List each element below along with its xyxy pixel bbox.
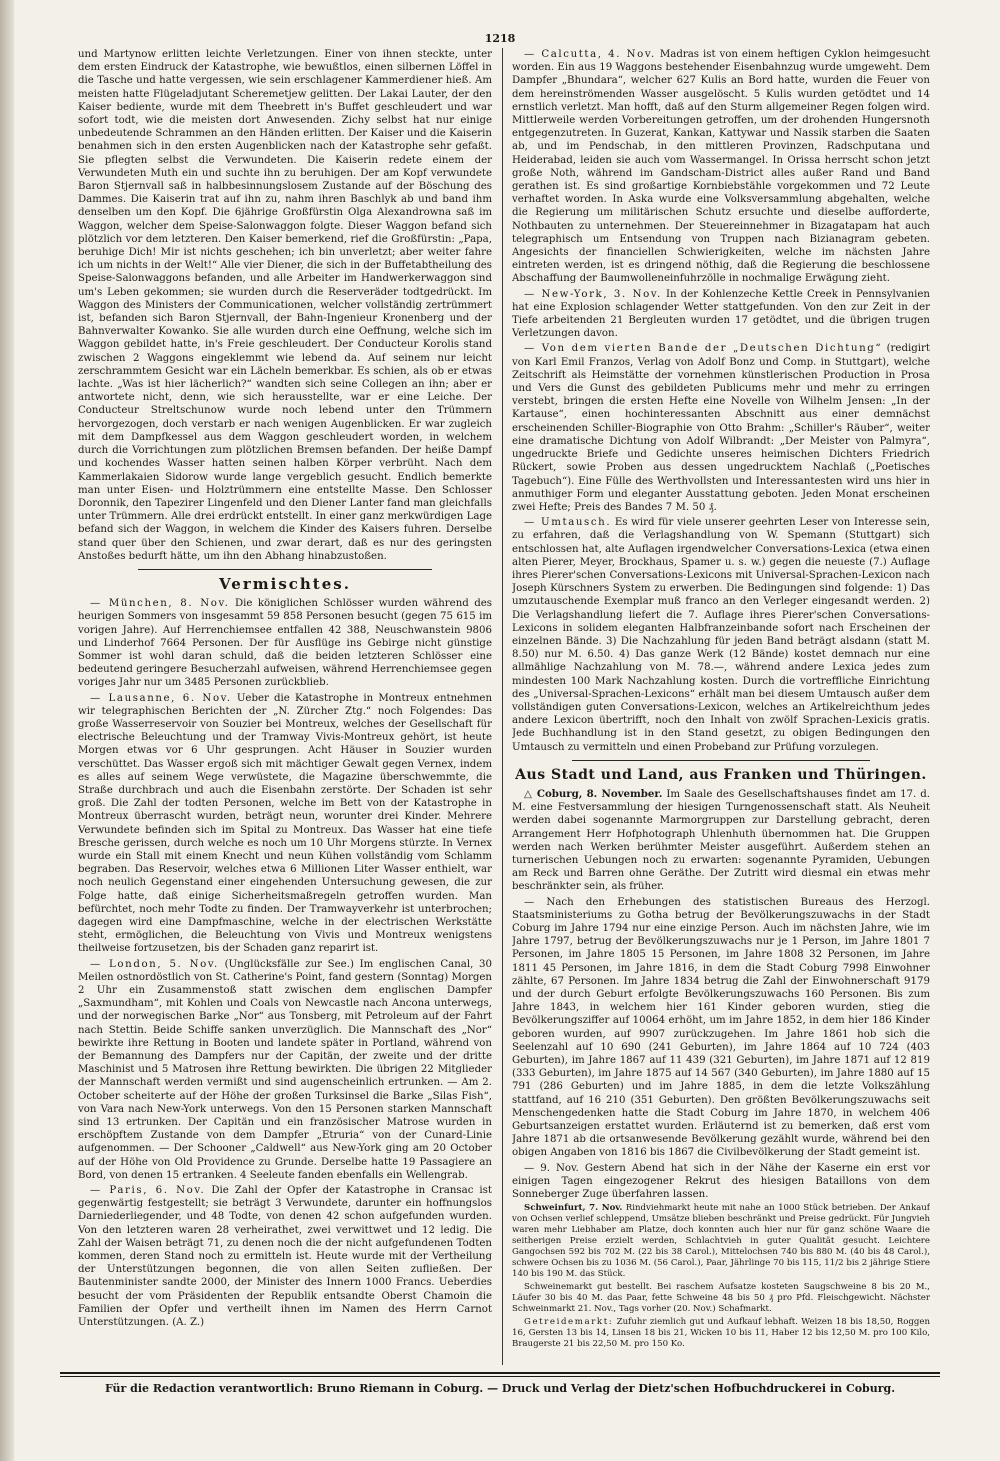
market-report: [512, 1203, 930, 1350]
news-dateline: — Calcutta, 4. Nov.: [524, 49, 656, 60]
column-divider: [502, 48, 503, 1365]
news-item: [512, 288, 930, 341]
news-item: [78, 692, 492, 956]
section-title-local-news: Aus Stadt und Land, aus Franken und Thüringen.: [515, 766, 927, 783]
news-text: Es wird für viele unserer geehrten Leser von Interesse sein, zu erfahren, daß die Verlagshandlung von W. Spemann (Stuttgart) sich entschlossen hat, alte Auflagen irgendwelcher Conversations-Lexica (etwa einen alten Pierer, Meyer, Brockhaus, Spamer u. s. w.) gegen die neueste (7.) Auflage ihres Pierer'schen Conversations-Lexicons mit Universal-Sprachen-Lexicon nach Joseph Kürschners System zu erwerben. Die Bedingungen sind folgende: 1) Das umzutauschende Exemplar muß franco an den Verleger eingesandt werden. 2) Die Verlagshandlung liefert die 7. Auflage ihres Pierer'schen Conversations-Lexicons in solidem eleganten Halbfranzeinbande sofort nach Erscheinen der einzelnen Bände. 3) Die Nachzahlung für jeden Band beträgt alsdann (statt M. 8.50) nur M. 6.50. 4) Das ganze Werk (12 Bände) kostet demnach nur eine allmählige Nachzahlung von M. 78.—, während andere Lexica jedes zum mindesten 100 Mark Nachzahlung kosten. Durch die vortreffliche Einrichtung des „Universal-Sprachen-Lexicons“ erhält man bei diesem Umtausch außer dem vollständigen guten Conversations-Lexicon, welches an Artikelreichthum jedes andere Lexicon übertrifft, noch den Inhalt von zwölf Sprachen-Lexicis gratis. Jede Buchhandlung ist in den Stand gesetzt, zu obigen Bedingungen den Umtausch zu vermitteln und einen Probeband zur Prüfung vorzulegen.: [512, 517, 930, 753]
section-separator: [572, 760, 870, 761]
section-separator: [138, 569, 432, 570]
news-text: Madras ist von einem heftigen Cyklon heimgesucht worden. Ein aus 19 Waggons bestehender Eisenbahnzug wurde umgeweht. Dem Dampfer „Bhundara“, welcher 627 Kulis an Bord hatte, wurden die Feuer von dem hereinströmenden Wasser ausgelöscht. 5 Kulis wurden getödtet und 14 ernstlich verletzt. Man hofft, daß auf den Sturm allgemeiner Regen folgen wird. Mittlerweile werden Vorbereitungen getroffen, um der drohenden Hungersnoth entgegenzutreten. In Guzerat, Kankan, Kattywar und Nassik starben die Saaten ab, und im Pendschab, in den mittleren Provinzen, Radschputana und Heiderabad, leiden sie auch vom Wassermangel. In Orissa herrscht schon jetzt große Noth, während im Gandscham-District alles außer Rand und Band gerathen ist. Es sind großartige Kornbiebstähle vorgekommen und 72 Leute verhaftet worden. In Aska wurde eine Volksversammlung abgehalten, welche die Regierung um militärischen Schutz ersuchte und dieselbe aufforderte, Nothbauten zu unternehmen. Der Steuereinnehmer in Bizagatapam hat auch telegraphisch um Entsendung von Truppen nach Bizianagram gebeten. Angesichts der financiellen Schwierigkeiten, welche im nächsten Jahre eintreten werden, ist es dringend nöthig, daß die Regierung die beschlossene Abschaffung der Baumwolleneinfuhrzölle in nochmalige Erwägung zieht.: [512, 49, 930, 285]
news-dateline: — London, 5. Nov.: [90, 958, 219, 970]
right-column: [512, 48, 930, 1365]
news-item: [512, 342, 930, 514]
news-item: [512, 516, 930, 754]
news-text: (Unglücksfälle zur See.) Im englischen Canal, 30 Meilen ostnordöstlich von St. Catherine's Point, fand gestern (Sonntag) Morgen 2 Uhr ein Zusammenstoß statt zwischen dem englischen Dampfer „Saxmundham“, mit Kohlen und Coals von Newcastle nach Ancona unterwegs, und der norwegischen Barke „Nor“ aus Tonsberg, mit Petroleum auf der Fahrt nach Stettin. Beide Schiffe sanken unverzüglich. Die Mannschaft des „Nor“ bewirkte ihre Rettung in Booten und landete später in Portland, während von der Bemannung des Dampfers nur der Capitän, der zweite und der dritte Maschinist und 5 Matrosen ihre Rettung bewirkten. Die übrigen 22 Mitglieder der Mannschaft werden vermißt und sind augenscheinlich ertrunken. — Am 2. October scheiterte auf der Höhe der großen Turksinsel die Barke „Silas Fish“, von Vara nach New-York unterwegs. Von den 15 Personen starken Mannschaft sind 13 ertrunken. Der Capitän und ein französischer Matrose wurden in erschöpftem Zustande von dem Dampfer „Etruria“ von der Cunard-Linie aufgenommen. — Der Schooner „Caldwell“ aus New-York ging am 20 October auf der Höhe von Old Providence zu Grunde. Derselbe hatte 19 Passagiere an Bord, von denen 15 ertranken. 4 Seeleute fanden ebenfalls ein Wellengrab.: [78, 958, 492, 1181]
news-item: [78, 958, 492, 1182]
news-dateline: — Lausanne, 6. Nov.: [90, 692, 232, 704]
section-title-vermischtes: Vermischtes.: [219, 574, 351, 593]
news-dateline: — Paris, 6. Nov.: [90, 1185, 206, 1197]
news-dateline: — München, 8. Nov.: [90, 598, 230, 610]
market-item: [512, 1203, 930, 1280]
news-item: [78, 1184, 492, 1329]
market-item: [512, 1282, 930, 1315]
footer-rule: [60, 1372, 940, 1374]
news-text: In der Kohlenzeche Kettle Creek in Pennsylvanien hat eine Explosion schlagender Wetter stattgefunden. Von den zur Zeit in der Tiefe arbeitenden 21 Bergleuten wurden 17 getödtet, und die übrigen trugen Verletzungen davon.: [512, 288, 930, 340]
news-dateline: — Von dem vierten Bande der „Deutschen Dichtung“: [524, 343, 883, 355]
local-dateline: —: [524, 896, 535, 908]
page-number: 1218: [484, 32, 516, 45]
local-text: Im Saale des Gesellschaftshauses findet am 17. d. M. eine Festversammlung der hiesigen Turngenossenschaft statt. Als Neuheit werden dabei sogenannte Marmorgruppen zur Darstellung gebracht, deren Arrangement Herr Hofphotograph Uhlenhuth übernommen hat. Die Gruppen werden nach Werken berühmter Meister ausgeführt. Außerdem stehen an turnerischen Uebungen noch zu erwarten: sogenannte Pyramiden, Uebungen am Reck und Barren ohne Geräthe. Der Zutritt wird diesmal ein etwas mehr beschränkter sein, als früher.: [512, 788, 930, 893]
news-text: Die königlichen Schlösser wurden während des heurigen Sommers von insgesammt 59 858 Personen besucht (gegen 75 615 im vorigen Jahre). Auf Herrenchiemsee entfallen 42 388, Neuschwanstein 9806 und Linderhof 7664 Personen. Der für Ausflüge ins Gebirge nicht günstige Sommer ist wohl daran schuld, daß die beiden letzteren Schlösser eine bedeutend geringere Besucherzahl aufweisen, während Herrenchiemsee gegen voriges Jahr nur um 3485 Personen zurückblieb.: [78, 598, 492, 689]
local-dateline: — 9. Nov.: [524, 1162, 579, 1174]
left-column: [78, 48, 492, 1365]
news-dateline: — New-York, 3. Nov.: [524, 288, 662, 300]
local-item: [512, 1162, 930, 1202]
market-text: Schweinemarkt gut bestellt. Bei raschem Aufsatze kosteten Saugschweine 8 bis 20 M., Läufer 30 bis 40 M. das Paar, fette Schweine 48 bis 50 ₰ pro Pfd. Fleischgewicht. Nächster Schweinmarkt 21. Nov., Tags vorher (20. Nov.) Schafmarkt.: [512, 1282, 930, 1315]
news-item: [78, 597, 492, 689]
article-continuation: und Martynow erlitten leichte Verletzungen. Einer von ihnen steckte, unter dem ersten Eindruck der Katastrophe, wie bewußtlos, einen silbernen Löffel in die Tasche und hatte vergessen, wie sein erschlagener Kammerdiener hieß. Am meisten hatte Flügeladjutant Scheremetjew gelitten. Der Lakai Lauter, der den Kaiser bediente, wurde mit dem Theebrett in's Buffet geschleudert und war sofort todt, wie die meisten dort Anwesenden. Zichy selbst hat nur einige unbedeutende Schrammen an den Händen erlitten. Der Kaiser und die Kaiserin benahmen sich in den ersten Augenblicken nach der Katastrophe sehr gefaßt. Sie pflegten selbst die Verwundeten. Die Kaiserin redete einem der Verwundeten Muth ein und suchte ihn zu beruhigen. Der am Kopf verwundete Baron Stjernvall saß in halbbesinnungslosem Zustande auf der Böschung des Dammes. Die Kaiserin trat auf ihn zu, nahm ihren Baschlyk ab und band ihm denselben um den Kopf. Die 6jährige Großfürstin Olga Alexandrowna saß im Waggon, welcher dem Speise-Salonwaggon folgte. Dieser Waggon befand sich plötzlich vor dem letzteren. Den Kaiser bemerkend, rief die Großfürstin: „Papa, beruhige Dich! Mir ist nichts geschehen; ich bin unverletzt; aber weiter fahre ich um nichts in der Welt!“ Alle vier Diener, die sich in der Buffetabtheilung des Speise-Salonwaggons befanden, und alle Arbeiter im Handwerkerwaggon sind um's Leben gekommen; sie wurden durch die Reserveräder todtgedrückt. Im Waggon des Ministers der Communicationen, welcher vollständig zertrümmert ist, befanden sich Baron Stjernvall, der Bahn-Ingenieur Kronenberg und der Bahnverwalter Kowanko. Sie alle wurden durch eine Oeffnung, welche sich im Waggon gebildet hatte, in's Freie geschleudert. Der Conducteur Korolis stand zwischen 2 Waggons eingeklemmt wie lebend da. Auf seinem nur leicht zerschrammtem Gesicht war ein Lächeln bemerkbar. Es schien, als ob er etwas lachte. „Was ist hier lächerlich?“ wandten sich seine Collegen an ihn; aber er antwortete nicht, denn, wie sich herausstellte, war er eine Leiche. Der Conducteur Streltschunow wurde noch lebend unter den Trümmern hervorgezogen, doch verstarb er nach wenigen Augenblicken. Er war zugleich mit dem Dampfkessel aus dem Waggon geschleudert worden, in welchem durch die Vorrichtungen zum plötzlichen Bremsen befanden. Der heiße Dampf und kochendes Wasser hatten seinen halben Körper verbrüht. Nach dem Kammerlakaien Sidorow wurde lange vergeblich gesucht. Endlich bemerkte man unter Eisen- und Holztrümmern eine entstellte Masse. Den Schlosser Doronnik, den Tapezirer Lingenfeld und den Diener Lanter fand man gleichfalls unter Trümmern. Alle drei erdrückt entstellt. In einer ganz merkwürdigen Lage befand sich der Waggon, in welchem die Kinder des Kaisers fuhren. Derselbe stand quer über den Schienen, und zwar derart, daß es nur des geringsten Anstoßes bedurft hätte, um ihn den Abhang hinabzustoßen.: [78, 49, 492, 562]
market-item: [512, 1317, 930, 1350]
market-dateline: Schweinfurt, 7. Nov.: [524, 1203, 623, 1214]
local-item: [512, 896, 930, 1160]
news-item: [512, 48, 930, 286]
local-text: Nach den Erhebungen des statistischen Bureaus des Herzogl. Staatsministeriums zu Gotha betrug der Bevölkerungszuwachs in der Stadt Coburg im Jahre 1794 nur eine einzige Person. Auch im nächsten Jahre, wie im Jahre 1797, betrug der Bevölkerungszuwachs nur je 1 Person, im Jahre 1801 7 Personen, im Jahre 1805 15 Personen, im Jahre 1808 32 Personen, im Jahre 1811 45 Personen, im Jahre 1816, in dem die Stadt Coburg 7998 Einwohner zählte, 67 Personen. Im Jahre 1834 betrug die Zahl der Einwohnerschaft 9179 und der durch Geburt erfolgte Bevölkerungszuwachs 160 Personen. Bis zum Jahre 1843, in welchem hier 161 Kinder geboren wurden, stieg die Bevölkerungsziffer auf 10064 erhöht, um im Jahre 1852, in dem hier 186 Kinder geboren wurden, auf 9907 zurückzugehen. Im Jahre 1861 hob sich die Seelenzahl auf 10 690 (241 Geburten), im Jahre 1864 auf 10 724 (403 Geburten), im Jahre 1867 auf 11 439 (321 Geburten), im Jahre 1871 auf 12 819 (333 Geburten), im Jahre 1875 auf 14 567 (340 Geburten), im Jahre 1880 auf 15 791 (286 Geburten) und im Jahre 1885, in dem die letzte Volkszählung stattfand, auf 16 210 (351 Geburten). Den größten Bevölkerungszuwachs seit Menschengedenken hatte die Stadt Coburg im Jahre 1870, in welchem 406 Geburtsanzeigen erstattet wurden. Erläuternd ist zu bemerken, daß erst vom Jahre 1871 ab die ortsanwesende Bevölkerung gezählt wurde, während bei den obigen Angaben von 1816 bis 1867 die Civilbevölkerung der Stadt gemeint ist.: [512, 896, 930, 1159]
footer-rule-thin: [60, 1376, 940, 1377]
market-dateline: Getreidemarkt:: [524, 1317, 614, 1328]
local-text: Gestern Abend hat sich in der Nähe der Kaserne ein erst vor einigen Tagen eingezogener Rekrut des hiesigen Bataillons von dem Sonneberger Zuge überfahren lassen.: [512, 1162, 930, 1201]
news-text: Ueber die Katastrophe in Montreux entnehmen wir telegraphischen Berichten der „N. Zürcher Ztg.“ noch Folgendes: Das große Wasserreservoir von Souzier bei Montreux, welches der Gesellschaft für electrische Beleuchtung und der Tramway Vivis-Montreux gehört, ist heute Morgen etwas vor 6 Uhr gesprungen. Acht Häuser in Souzier wurden verschüttet. Das Wasser ergoß sich mit mächtiger Gewalt gegen Vernex, indem es alles auf seinem Wege verwüstete, die Magazine überschwemmte, die Straße durchbrach und auch die Eisenbahn zerstörte. Der Schaden ist sehr groß. Die Zahl der todten Personen, welche im Bett von der Katastrophe in Montreux überrascht wurden, beträgt neun, worunter drei Kinder. Mehrere Verwundete befinden sich im Spital zu Montreux. Das Wasser hat eine tiefe Bresche gerissen, durch welche es noch um 10 Uhr Morgens stürzte. In Vernex wurde ein Stall mit einem Knecht und neun Kühen vollständig vom Schlamm begraben. Das Reservoir, welches etwa 6 Millionen Liter Wasser enthielt, war noch neulich Gegenstand einer eingehenden Untersuchung gewesen, die zur Folge hatte, daß einige Sicherheitsmaßregeln getroffen wurden. Man befürchtet, noch mehr Todte zu finden. Der Tramwayverkehr ist unterbrochen; dagegen wird eine Dampfmaschine, welche in der electrischen Werkstätte steht, ermöglichen, die Beleuchtung von Vivis und Montreux wenigstens theilweise fortzusetzen, bis der Schaden ganz reparirt ist.: [78, 692, 492, 955]
local-item: [512, 788, 930, 894]
scan-edge: [0, 0, 14, 1461]
local-dateline: △ Coburg, 8. November.: [524, 787, 663, 800]
news-dateline: — Umtausch.: [524, 517, 612, 529]
news-text: (redigirt von Karl Emil Franzos, Verlag von Adolf Bonz und Comp. in Stuttgart), welche Zeitschrift als Heimstätte der vornehmen künstlerischen Production in Prosa und Vers die Gunst des gebildeten Publicums mehr und mehr zu erringen verstebt, bringen die ersten Hefte eine Novelle von Wilhelm Jensen: „In der Kartause“, einen hochinteressanten Abschnitt aus einer demnächst erscheinenden Schiller-Biographie von Otto Brahm: „Schiller's Räuber“, weiter eine dramatische Dichtung von Adolf Wilbrandt: „Der Meister von Palmyra“, ungedruckte Briefe und Gedichte unseres heimischen Dichters Friedrich Rückert, sowie Proben aus dessen ungedrucktem Nachlaß („Poetisches Tagebuch“). Eine Fülle des Werthvollsten und Interessantesten wird uns hier in anmuthiger Form und eleganter Ausstattung geboten. Jeden Monat erscheinen zwei Hefte; Preis des Bandes 7 M. 50 ₰.: [512, 343, 930, 513]
market-text: Rindviehmarkt heute mit nahe an 1000 Stück betrieben. Der Ankauf von Ochsen verlief schleppend, Umsätze blieben beschränkt und Preise gedrückt. Für Jungvieh waren mehr Liebhaber am Platze, doch konnten auch hier nur für ganz schöne Waare die seitherigen Preise erzielt werden, Schlachtvieh in guter Qualität gesucht. Leichtere Gangochsen 592 bis 702 M. (22 bis 38 Carol.), Mittelochsen 740 bis 880 M. (40 bis 48 Carol.), schwere Ochsen bis zu 1036 M. (56 Carol.), Paar, Jährlinge 70 bis 115, 11/2 bis 2 jährige Stiere 140 bis 190 M. das Stück.: [512, 1203, 930, 1280]
imprint-footer: Für die Redaction verantwortlich: Bruno Riemann in Coburg. — Druck und Verlag der Dietz'schen Hofbuchdruckerei in Coburg.: [104, 1382, 896, 1395]
market-text: Zufuhr ziemlich gut und Aufkauf lebhaft. Weizen 18 bis 18,50, Roggen 16, Gersten 13 bis 14, Linsen 18 bis 21, Wicken 10 bis 11, Haber 12 bis 12,50 M. pro 100 Kilo, Braugerste 21 bis 22,50 M. pro 150 Ko.: [512, 1317, 930, 1350]
news-text: Die Zahl der Opfer der Katastrophe in Cransac ist gegenwärtig festgestellt; sie beträgt 3 Verwundete, darunter ein hoffnungslos Darniederliegender, und 48 Todte, von denen 42 schon aufgefunden wurden. Von den letzteren waren 28 verheirathet, zwei verwittwet und 12 ledig. Die Zahl der Waisen beträgt 71, zu denen noch die der nicht aufgefundenen Todten kommen, deren Stand noch zu ermitteln ist. Heute wurde mit der Vertheilung der Unterstützungen begonnen, die von allen Seiten zufließen. Der Bautenminister sandte 2000, der Minister des Innern 1000 Francs. Ueberdies besucht der vom Präsidenten der Republik entsandte Oberst Chamoin die Familien der Opfer und vertheilt ihnen im Namen des Herrn Carnot Unterstützungen. (A. Z.): [78, 1185, 492, 1329]
